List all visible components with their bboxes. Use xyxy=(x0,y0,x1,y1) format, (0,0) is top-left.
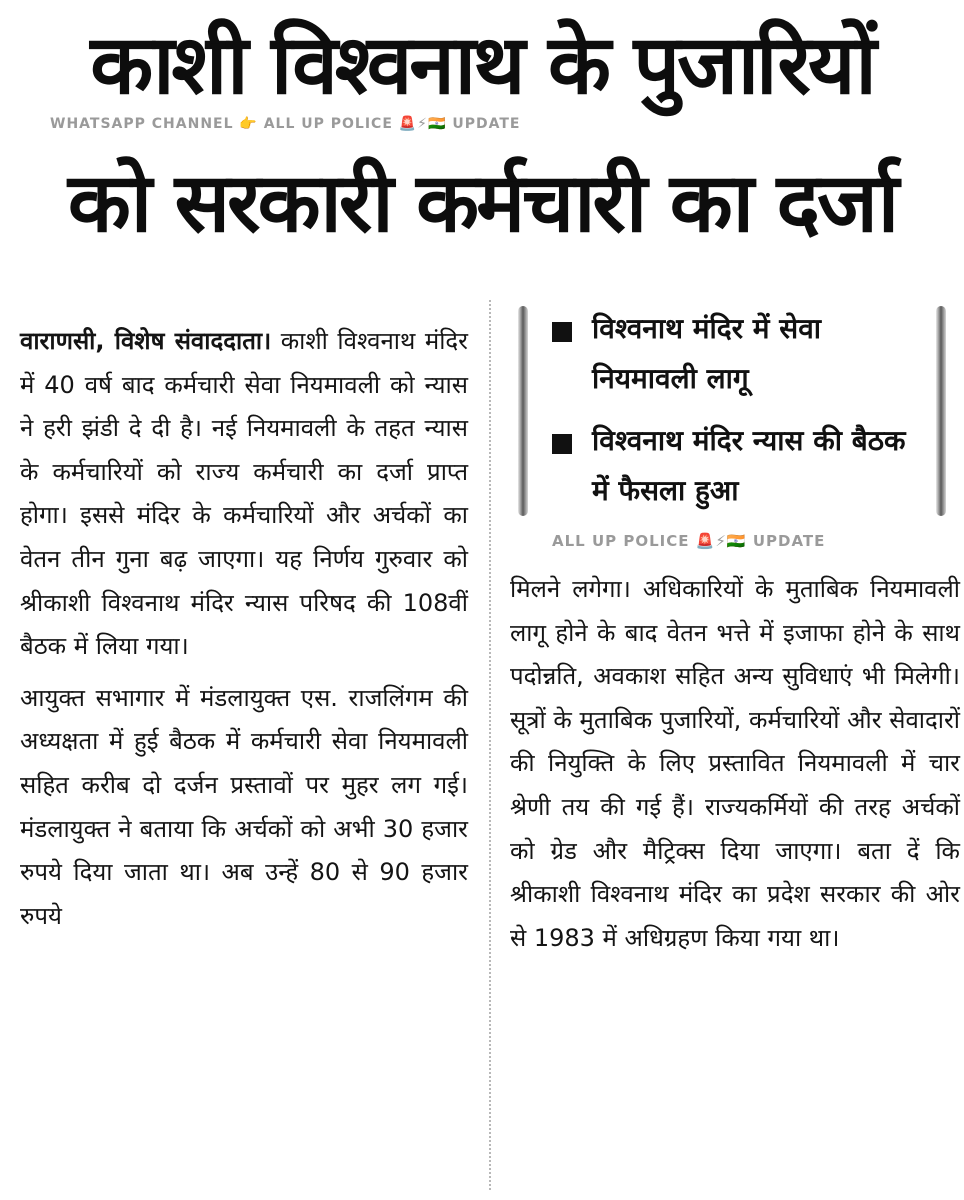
summary-point-text: विश्वनाथ मंदिर न्यास की बैठक में फैसला हुआ xyxy=(592,424,906,507)
summary-bar-left xyxy=(518,306,528,516)
article-body-part-1 xyxy=(20,320,468,669)
paragraph-3: मिलने लगेगा। अधिकारियों के मुताबिक नियमावली लागू होने के बाद वेतन भत्ते में इजाफा होने के साथ पदोन्नति, अवकाश सहित अन्य सुविधाएं भी मिलेगी। सूत्रों के मुताबिक पुजारियों, कर्मचारियों और सेवादारों की नियुक्ति के लिए प्रस्तावित नियमावली में चार श्रेणी तय की गई हैं। राज्यकर्मियों की तरह अर्चकों को ग्रेड और मैट्रिक्स दिया जाएगा। बता दें कि श्रीकाशी विश्वनाथ मंदिर का प्रदेश सरकार की ओर से 1983 में अधिग्रहण किया गया था। xyxy=(510,575,960,952)
summary-point xyxy=(552,416,922,516)
article-column-right xyxy=(510,568,960,960)
column-divider xyxy=(489,300,491,1190)
watermark-middle: ALL UP POLICE 🚨⚡🇮🇳 UPDATE xyxy=(552,532,826,550)
headline-line-1: काशी विश्वनाथ के पुजारियों xyxy=(90,18,874,113)
summary-bar-right xyxy=(936,306,946,516)
article-column-left xyxy=(20,320,468,938)
paragraph-1: काशी विश्वनाथ मंदिर में 40 वर्ष बाद कर्मचारी सेवा नियमावली को न्यास ने हरी झंडी दे दी है। नई नियमावली के तहत न्यास के कर्मचारियों को राज्य कर्मचारी का दर्जा प्राप्त होगा। इससे मंदिर के कर्मचारियों और अर्चकों का वेतन तीन गुना बढ़ जाएगा। यह निर्णय गुरुवार को श्रीकाशी विश्वनाथ मंदिर न्यास परिषद की 108वीं बैठक में लिया गया। xyxy=(20,327,468,661)
summary-point-text: विश्वनाथ मंदिर में सेवा नियमावली लागू xyxy=(592,312,822,395)
square-bullet-icon xyxy=(552,434,572,454)
square-bullet-icon xyxy=(552,322,572,342)
watermark-top: WHATSAPP CHANNEL 👉 ALL UP POLICE 🚨⚡🇮🇳 UPDATE xyxy=(50,116,521,132)
summary-box xyxy=(518,298,946,526)
headline-line-2: को सरकारी कर्मचारी का दर्जा xyxy=(67,156,897,251)
paragraph-2: आयुक्त सभागार में मंडलायुक्त एस. राजलिंगम की अध्यक्षता में हुई बैठक में कर्मचारी सेवा नियमावली सहित करीब दो दर्जन प्रस्तावों पर मुहर लग गई। मंडलायुक्त ने बताया कि अर्चकों को अभी 30 हजार रुपये दिया जाता था। अब उन्हें 80 से 90 हजार रुपये xyxy=(20,683,468,930)
summary-point xyxy=(552,304,922,404)
byline: वाराणसी, विशेष संवाददाता। xyxy=(20,327,272,355)
